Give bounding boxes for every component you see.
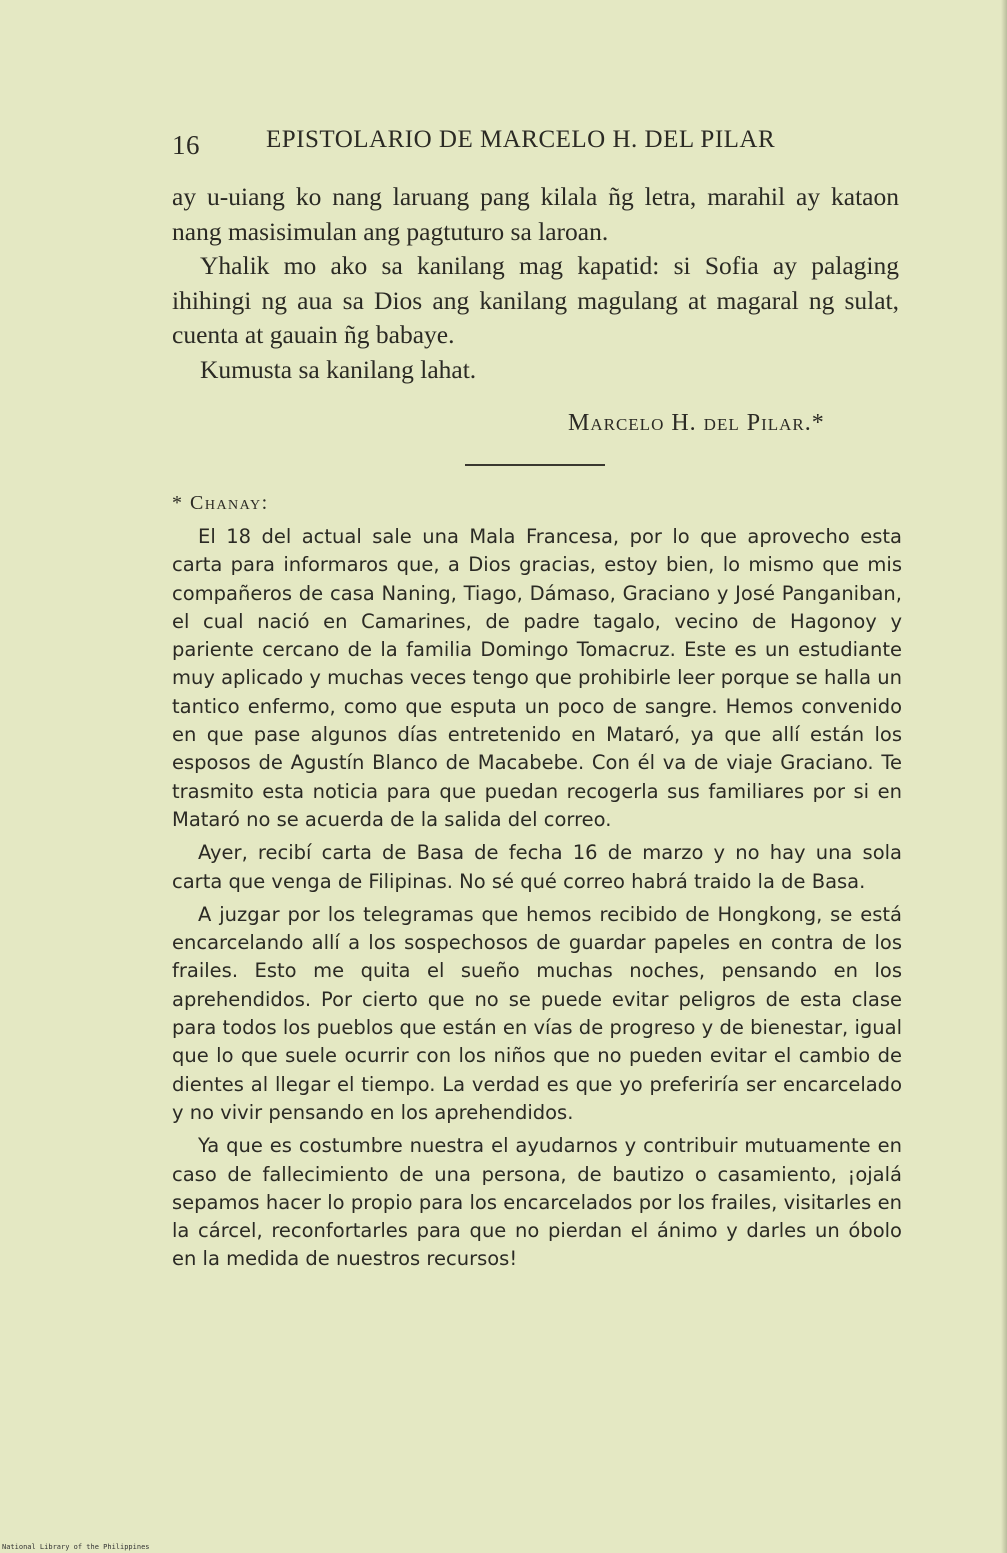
- page-header: [172, 126, 872, 166]
- note-paragraph: Ayer, recibí carta de Basa de fecha 16 de marzo y no hay una sola carta que venga de Filipinas. No sé qué correo habrá traido la de Basa.: [172, 841, 902, 893]
- letter-signature: Marcelo H. del Pilar.*: [568, 410, 825, 436]
- letter-paragraph: Yhalik mo ako sa kanilang mag kapatid: si Sofia ay palaging ihihingi ng aua sa Dios ang kanilang magulang at magaral ng sulat, cuenta at gauain ñg babaye.: [172, 251, 899, 349]
- letter-paragraph: ay u-uiang ko nang laruang pang kilala ñg letra, marahil ay kataon nang masisimulan ang pagtuturo sa laroan.: [172, 182, 899, 246]
- note-paragraph: Ya que es costumbre nuestra el ayudarnos y contribuir mutuamente en caso de fallecimiento de una persona, de bautizo o casamiento, ¡ojalá sepamos hacer lo propio para los encarcelados por los frailes, visitarles en la cárcel, reconfortarles para que no pierdan el ánimo y darles un óbolo en la medida de nuestros recursos!: [172, 1134, 902, 1271]
- note-paragraph: A juzgar por los telegramas que hemos recibido de Hongkong, se está encarcelando allí a los sospechosos de guardar papeles en contra de los frailes. Esto me quita el sueño muchas noches, pensando en los aprehendidos. Por cierto que no se puede evitar peligros de esta clase para todos los pueblos que están en vías de progreso y de bienestar, igual que lo que suele ocurrir con los niños que no pueden evitar el cambio de dientes al llegar el tiempo. La verdad es que yo preferiría ser encarcelado y no vivir pensando en los aprehendidos.: [172, 902, 902, 1124]
- page-number: 16: [172, 130, 200, 160]
- separator-rule: [465, 464, 605, 466]
- letter-paragraph: Kumusta sa kanilang lahat.: [200, 354, 477, 384]
- note-heading: * Chanay:: [172, 492, 269, 514]
- translation-note: [172, 523, 902, 1279]
- page-edge-shadow: [1001, 0, 1007, 1553]
- letter-body: [172, 180, 899, 387]
- library-stamp: National Library of the Philippines: [2, 1543, 150, 1551]
- running-title: EPISTOLARIO DE MARCELO H. DEL PILAR: [266, 126, 776, 153]
- note-paragraph: El 18 del actual sale una Mala Francesa, por lo que aprovecho esta carta para informaros que, a Dios gracias, estoy bien, lo mismo que mis compañeros de casa Naning, Tiago, Dámaso, Graciano y José Panganiban, el cual nació en Camarines, de padre tagalo, vecino de Hagonoy y pariente cercano de la familia Domingo Tomacruz. Este es un estudiante muy aplicado y muchas veces tengo que prohibirle leer porque se halla un tantico enfermo, como que esputa un poco de sangre. Hemos convenido en que pase algunos días entretenido en Mataró, ya que allí están los esposos de Agustín Blanco de Macabebe. Con él va de viaje Graciano. Te trasmito esta noticia para que puedan recogerla sus familiares por si en Mataró no se acuerda de la salida del correo.: [172, 525, 902, 831]
